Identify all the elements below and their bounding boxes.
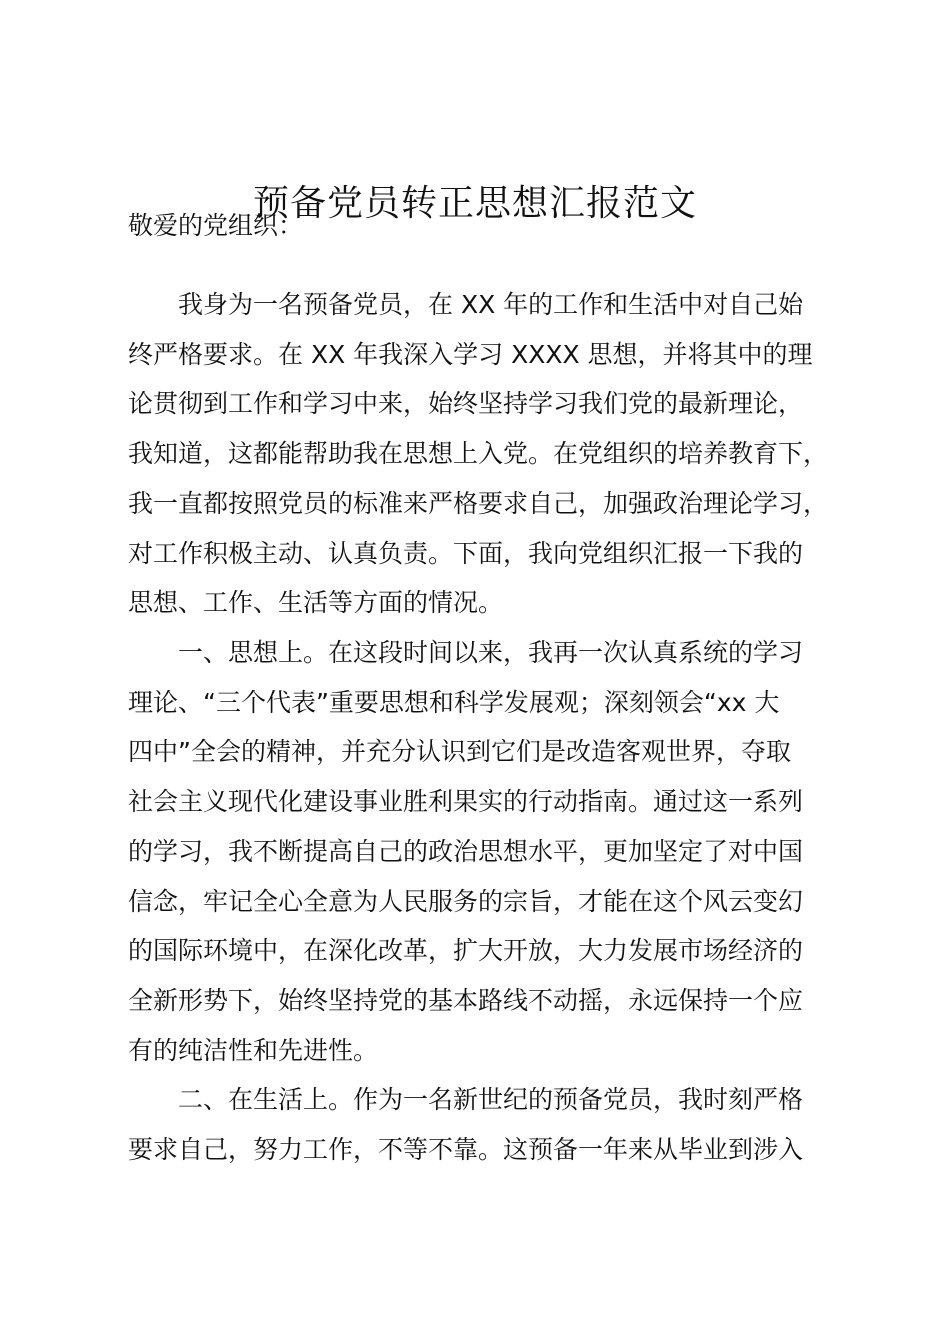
salutation: 敬爱的党组织： [128, 211, 304, 240]
paragraph-line: 我身为一名预备党员，在 XX 年的工作和生活中对自己始 [128, 290, 804, 319]
paragraph-line: 二、在生活上。作为一名新世纪的预备党员，我时刻严格 [128, 1085, 804, 1114]
paragraph-line: 社会主义现代化建设事业胜利果实的行动指南。通过这一系列 [128, 787, 804, 816]
paragraph-line: 我知道，这都能帮助我在思想上入党。在党组织的培养教育下， [128, 439, 829, 468]
paragraph-line: 对工作积极主动、认真负责。下面，我向党组织汇报一下我的 [128, 539, 804, 568]
document-title: 预备党员转正思想汇报范文 [252, 183, 697, 224]
paragraph-line: 我一直都按照党员的标准来严格要求自己，加强政治理论学习， [128, 489, 829, 518]
paragraph-line: 终严格要求。在 XX 年我深入学习 XXXX 思想，并将其中的理 [128, 340, 813, 369]
paragraph-line: 信念，牢记全心全意为人民服务的宗旨，才能在这个风云变幻 [128, 887, 804, 916]
paragraph-line: 四中”全会的精神，并充分认识到它们是改造客观世界，夺取 [128, 737, 791, 766]
paragraph-line: 的学习，我不断提高自己的政治思想水平，更加坚定了对中国 [128, 837, 804, 866]
paragraph-line: 有的纯洁性和先进性。 [128, 1036, 379, 1065]
paragraph-line: 思想、工作、生活等方面的情况。 [128, 588, 504, 617]
paragraph-line: 全新形势下，始终坚持党的基本路线不动摇，永远保持一个应 [128, 986, 804, 1015]
paragraph-line: 要求自己，努力工作，不等不靠。这预备一年来从毕业到涉入 [128, 1135, 804, 1164]
paragraph-line: 论贯彻到工作和学习中来，始终坚持学习我们党的最新理论， [128, 389, 804, 418]
paragraph-line: 一、思想上。在这段时间以来，我再一次认真系统的学习 [128, 638, 804, 667]
paragraph-line: 的国际环境中，在深化改革，扩大开放，大力发展市场经济的 [128, 936, 804, 965]
paragraph-line: 理论、“三个代表”重要思想和科学发展观；深刻领会“xx 大 [128, 688, 780, 717]
